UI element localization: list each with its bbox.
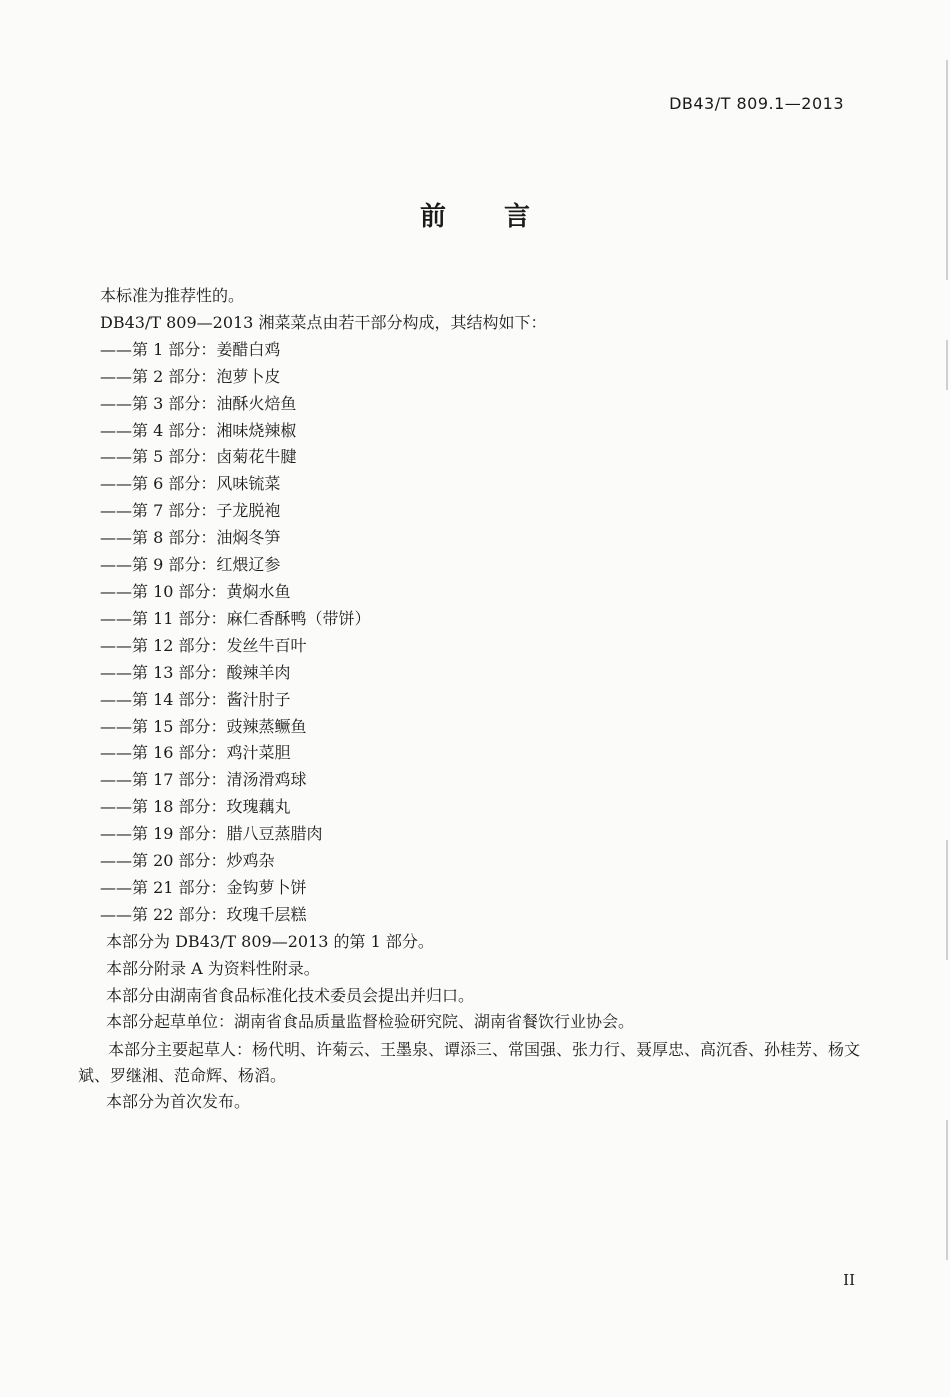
list-item: ——第 1 部分：姜醋白鸡 <box>100 339 281 359</box>
closing-line: 本部分由湖南省食品标准化技术委员会提出并归口。 <box>106 985 475 1005</box>
list-item: ——第 11 部分：麻仁香酥鸭（带饼） <box>100 608 371 628</box>
final-line: 本部分为首次发布。 <box>106 1092 251 1112</box>
list-item: ——第 22 部分：玫瑰千层糕 <box>100 904 307 924</box>
scan-edge-mark <box>946 60 948 280</box>
closing-line: 本部分为 DB43/T 809—2013 的第 1 部分。 <box>106 931 434 951</box>
standard-code: DB43/T 809.1—2013 <box>669 94 844 113</box>
list-item: ——第 8 部分：油焖冬笋 <box>100 528 281 548</box>
list-item: ——第 13 部分：酸辣羊肉 <box>100 662 291 682</box>
drafters-paragraph: 本部分主要起草人：杨代明、许菊云、王墨泉、谭添三、常国强、张力行、聂厚忠、高沉香、孙桂芳、杨文斌、罗继湘、范命辉、杨滔。 <box>78 1040 861 1086</box>
list-item: ——第 19 部分：腊八豆蒸腊肉 <box>100 824 323 844</box>
list-item: ——第 9 部分：红煨辽参 <box>100 555 281 575</box>
foreword-body <box>78 283 868 1116</box>
list-item: ——第 7 部分：子龙脱袍 <box>100 501 281 521</box>
list-item: ——第 20 部分：炒鸡杂 <box>100 851 275 871</box>
list-item: ——第 3 部分：油酥火焙鱼 <box>100 393 297 413</box>
closing-line: 本部分附录 A 为资料性附录。 <box>106 958 320 978</box>
list-item: ——第 12 部分：发丝牛百叶 <box>100 635 307 655</box>
intro-line: DB43/T 809—2013 湘菜菜点由若干部分构成，其结构如下： <box>100 312 547 332</box>
scan-edge-mark <box>946 340 948 390</box>
list-item: ——第 17 部分：清汤滑鸡球 <box>100 770 307 790</box>
list-item: ——第 15 部分：豉辣蒸鳜鱼 <box>100 716 307 736</box>
list-item: ——第 14 部分：酱汁肘子 <box>100 689 291 709</box>
list-item: ——第 6 部分：风味锍菜 <box>100 474 281 494</box>
parts-list <box>78 337 868 929</box>
scan-edge-mark <box>946 1120 948 1260</box>
page-number: II <box>843 1271 855 1289</box>
list-item: ——第 4 部分：湘味烧辣椒 <box>100 420 297 440</box>
list-item: ——第 21 部分：金钩萝卜饼 <box>100 877 307 897</box>
scan-edge-mark <box>946 840 948 960</box>
list-item: ——第 10 部分：黄焖水鱼 <box>100 581 291 601</box>
intro-line: 本标准为推荐性的。 <box>100 286 245 305</box>
closing-line: 本部分起草单位：湖南省食品质量监督检验研究院、湖南省餐饮行业协会。 <box>106 1012 635 1032</box>
list-item: ——第 5 部分：卤菊花牛腱 <box>100 447 297 467</box>
list-item: ——第 16 部分：鸡汁菜胆 <box>100 743 291 763</box>
page-title: 前言 <box>419 202 588 232</box>
list-item: ——第 2 部分：泡萝卜皮 <box>100 366 281 386</box>
list-item: ——第 18 部分：玫瑰藕丸 <box>100 797 291 817</box>
